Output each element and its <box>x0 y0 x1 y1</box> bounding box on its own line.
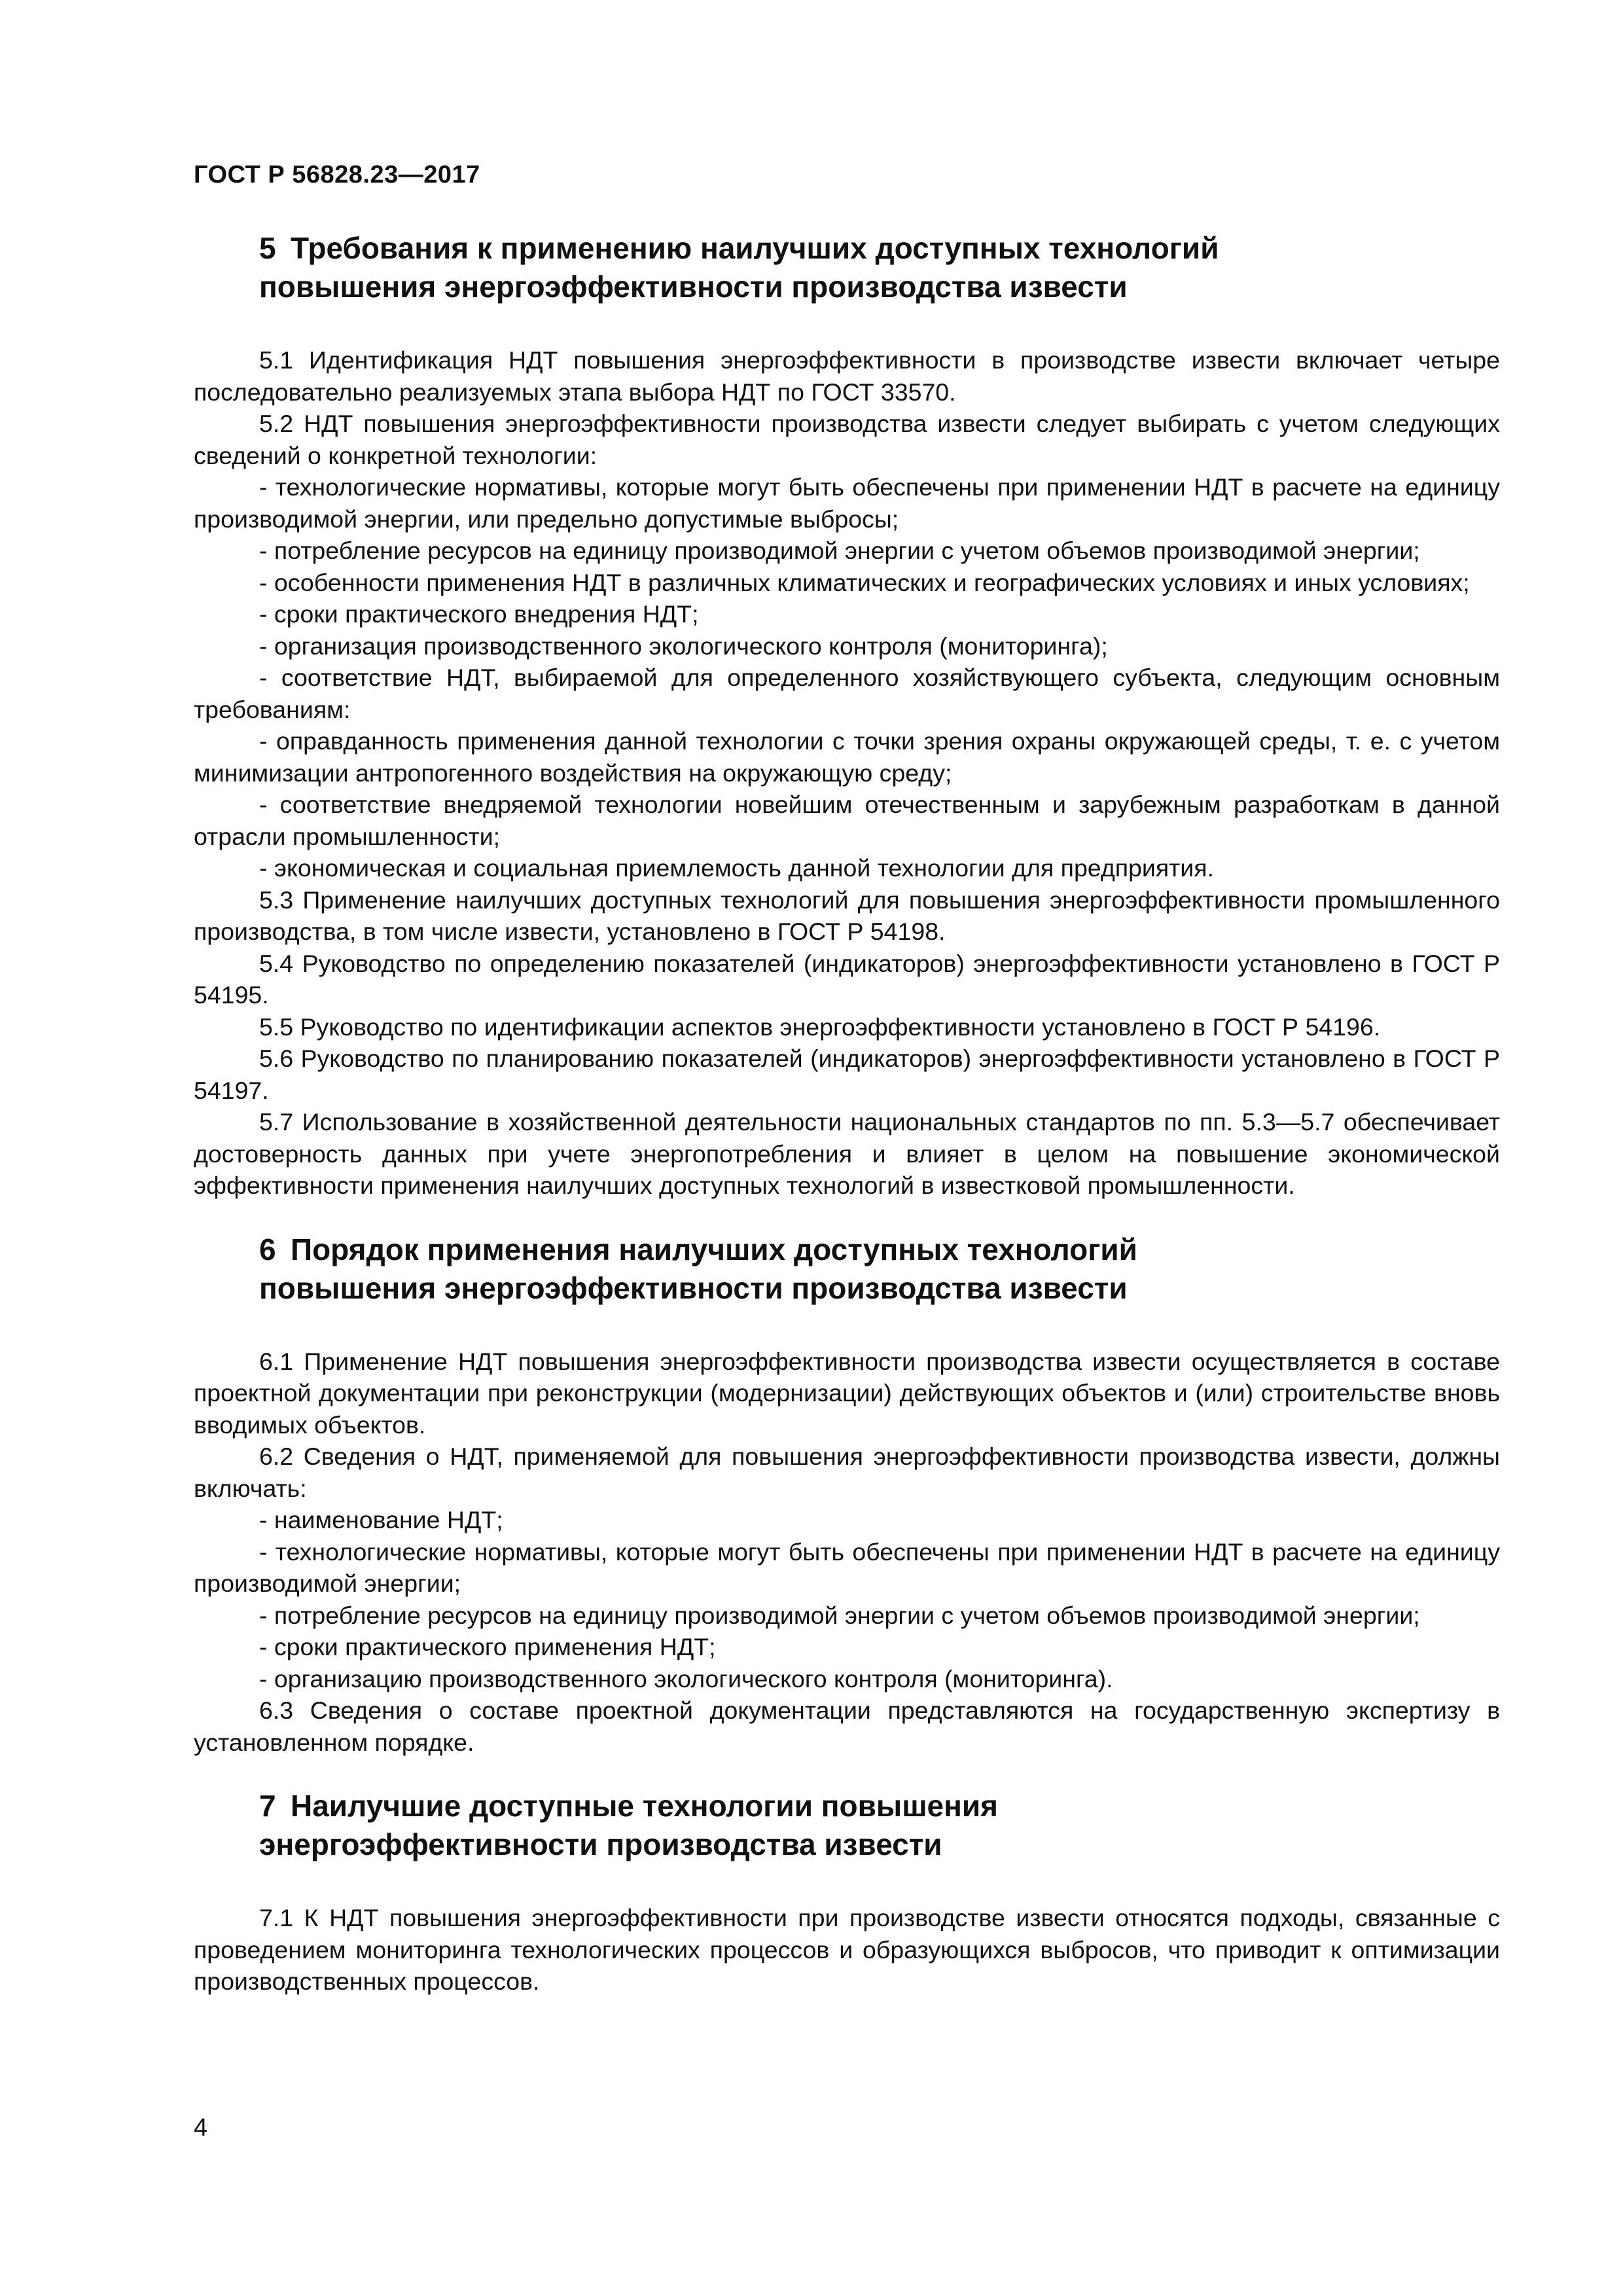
list-item: - потребление ресурсов на единицу производимой энергии с учетом объемов производимой энергии; <box>259 1601 1420 1629</box>
paragraph: 6.2 Сведения о НДТ, применяемой для повышения энергоэффективности производства извести, должны включать: <box>194 1443 1500 1502</box>
paragraph: 6.3 Сведения о составе проектной документации представляются на государственную экспертизу в установленном порядке. <box>194 1696 1500 1756</box>
section-number: 6 <box>259 1232 276 1266</box>
list-item: - потребление ресурсов на единицу производимой энергии с учетом объемов производимой энергии; <box>259 537 1420 564</box>
section-title-line-1: 7 Наилучшие доступные технологии повышения <box>259 1787 1500 1825</box>
paragraph: 5.1 Идентификация НДТ повышения энергоэффективности в производстве извести включает четыре последовательно реализуемых этапа выбора НДТ по ГОСТ 33570. <box>194 346 1500 406</box>
section-7 <box>194 1787 1500 1998</box>
section-title-line-1: 6 Порядок применения наилучших доступных технологий <box>259 1230 1500 1269</box>
paragraph: 5.4 Руководство по определению показателей (индикаторов) энергоэффективности установлено в ГОСТ Р 54195. <box>194 949 1500 1009</box>
section-title-line-2: повышения энергоэффективности производства извести <box>259 1270 1128 1305</box>
list-item: - организацию производственного экологического контроля (мониторинга). <box>259 1664 1113 1693</box>
page-number: 4 <box>194 2114 208 2142</box>
section-number: 5 <box>259 231 276 265</box>
standard-header: ГОСТ Р 56828.23—2017 <box>194 161 480 188</box>
paragraph: 7.1 К НДТ повышения энергоэффективности при производстве извести относятся подходы, связанные с проведением мониторинга технологических процессов и образующихся выбросов, что приводит к оптимизации производственных процессов. <box>194 1904 1500 1995</box>
list-item: - сроки практического применения НДТ; <box>259 1633 716 1660</box>
section-5 <box>194 229 1500 1202</box>
paragraph: 5.6 Руководство по планированию показателей (индикаторов) энергоэффективности установлено в ГОСТ Р 54197. <box>194 1045 1500 1104</box>
list-item: - технологические нормативы, которые могут быть обеспечены при применении НДТ в расчете на единицу производимой энергии; <box>194 1537 1500 1597</box>
paragraph: 5.7 Использование в хозяйственной деятельности национальных стандартов по пп. 5.3—5.7 обеспечивает достоверность данных при учете энергопотребления и влияет в целом на повышение экономической эффективности применения наилучших доступных технологий в известковой промышленности. <box>194 1108 1500 1199</box>
list-item: - соответствие НДТ, выбираемой для определенного хозяйствующего субъекта, следующим основным требованиям: <box>194 664 1500 723</box>
list-item: - технологические нормативы, которые могут быть обеспечены при применении НДТ в расчете на единицу производимой энергии, или предельно допустимые выбросы; <box>194 473 1500 533</box>
paragraph: 5.3 Применение наилучших доступных технологий для повышения энергоэффективности промышленного производства, в том числе извести, установлено в ГОСТ Р 54198. <box>194 886 1500 945</box>
list-item: - организация производственного экологического контроля (мониторинга); <box>259 632 1108 660</box>
list-item: - наименование НДТ; <box>259 1506 503 1534</box>
document-body <box>194 229 1500 2026</box>
section-title-line-2: повышения энергоэффективности производства извести <box>259 270 1128 304</box>
list-item: - сроки практического внедрения НДТ; <box>259 600 699 628</box>
section-6 <box>194 1230 1500 1759</box>
paragraph: 6.1 Применение НДТ повышения энергоэффективности производства извести осуществляется в составе проектной документации при реконструкции (модернизации) действующих объектов и (или) строительстве вновь вводимых объектов. <box>194 1347 1500 1439</box>
list-item: - оправданность применения данной технологии с точки зрения охраны окружающей среды, т. е. с учетом минимизации антропогенного воздействия на окружающую среду; <box>194 727 1500 787</box>
section-title-line-1: 5 Требования к применению наилучших доступных технологий <box>259 229 1500 268</box>
paragraph: 5.5 Руководство по идентификации аспектов энергоэффективности установлено в ГОСТ Р 54196. <box>259 1013 1381 1041</box>
section-title-line-2: энергоэффективности производства извести <box>259 1827 942 1861</box>
section-number: 7 <box>259 1789 276 1823</box>
section-title <box>194 229 1500 306</box>
list-item: - соответствие внедряемой технологии новейшим отечественным и зарубежным разработкам в данной отрасли промышленности; <box>194 791 1500 850</box>
list-item: - особенности применения НДТ в различных климатических и географических условиях и иных условиях; <box>259 568 1470 596</box>
list-item: - экономическая и социальная приемлемость данной технологии для предприятия. <box>259 854 1214 882</box>
section-title <box>194 1230 1500 1308</box>
paragraph: 5.2 НДТ повышения энергоэффективности производства извести следует выбирать с учетом следующих сведений о конкретной технологии: <box>194 410 1500 469</box>
section-title <box>194 1787 1500 1864</box>
